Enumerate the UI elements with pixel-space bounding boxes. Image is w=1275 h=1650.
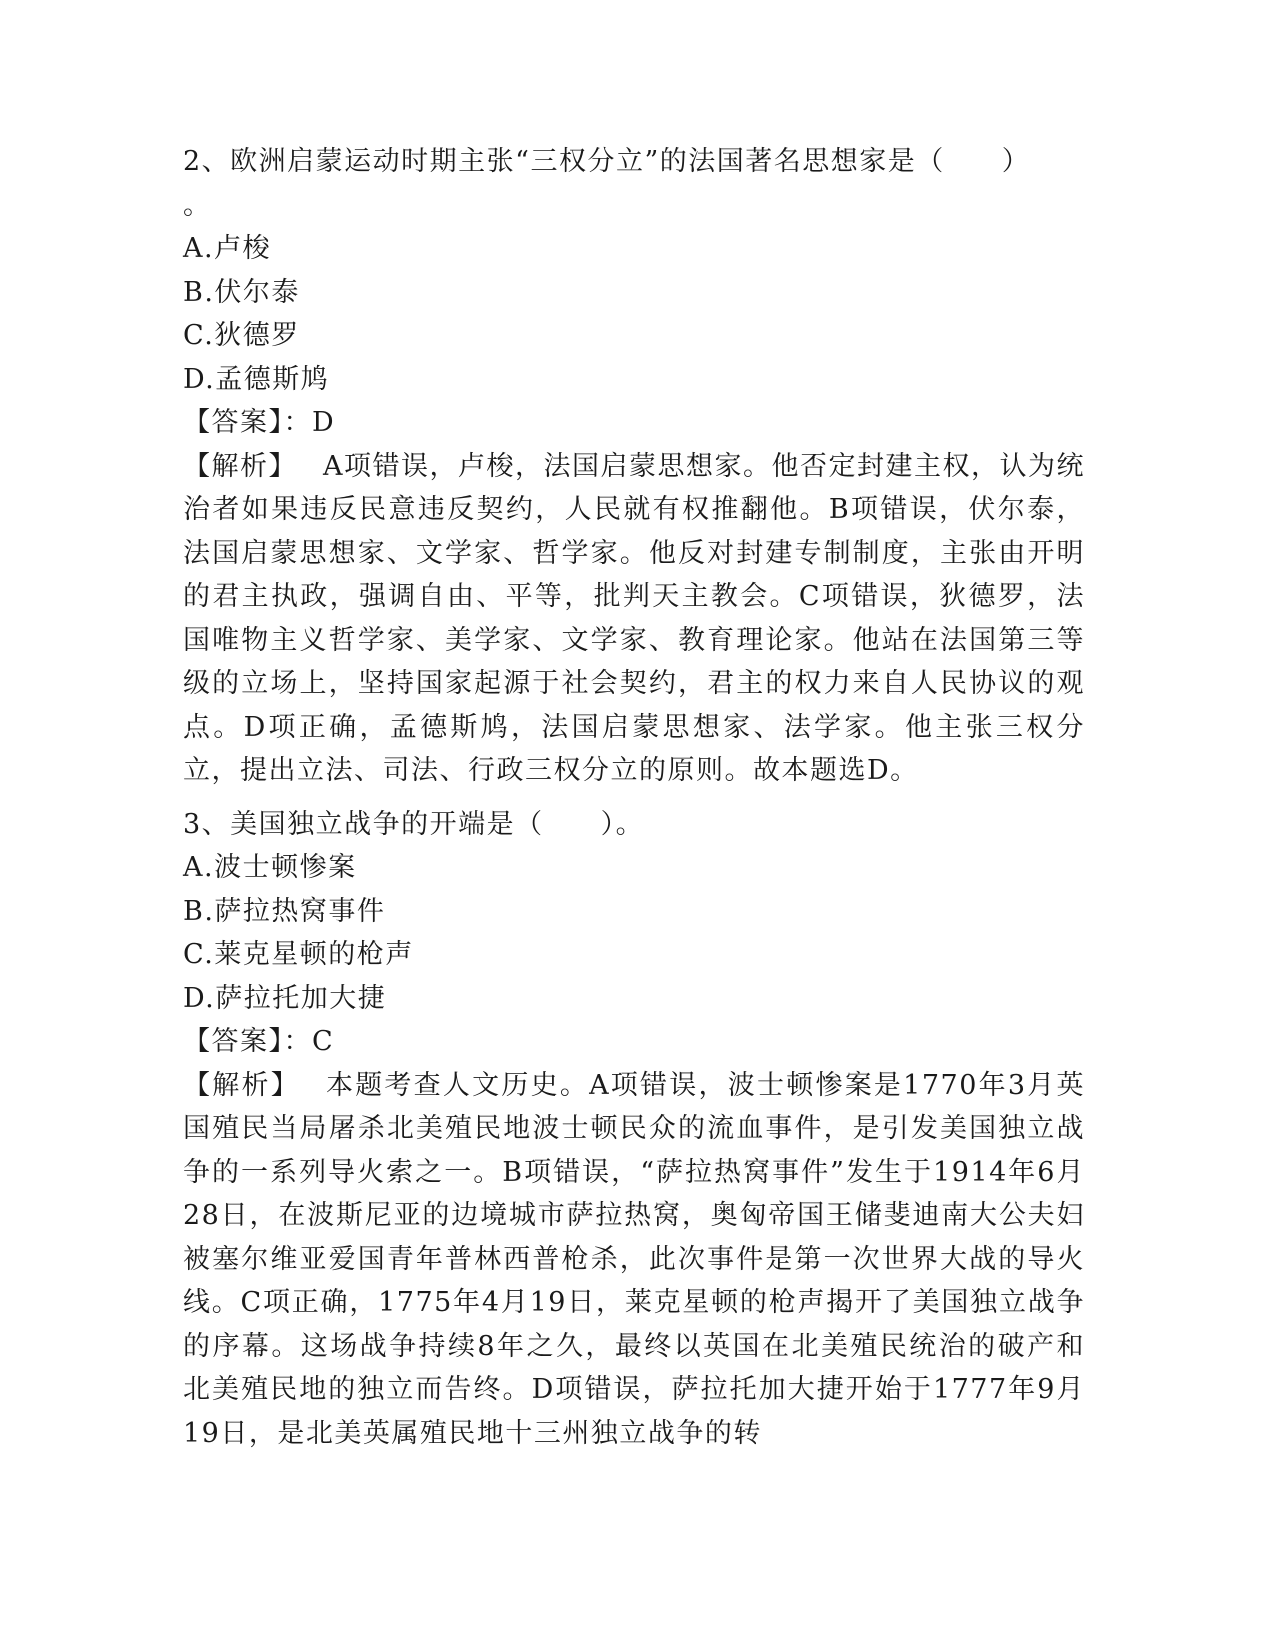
- answer: 【答案】：C: [183, 1026, 335, 1057]
- option-d: D.萨拉托加大捷: [183, 982, 387, 1014]
- option-c: C.莱克星顿的枪声: [183, 939, 414, 970]
- analysis-text: 本题考查人文历史。A项错误，波士顿惨案是1770年3月英国殖民当局屠杀北美殖民地波士顿民众的流血事件，是引发美国独立战争的一系列导火索之一。B项错误，“萨拉热窝事件”发生于1914年6月28日，在波斯尼亚的边境城市萨拉热窝，奥匈帝国王储斐迪南大公夫妇被塞尔维亚爱国青年普林西普枪杀，此次事件是第一次世界大战的导火线。C项正确，1775年4月19日，莱克星顿的枪声揭开了美国独立战争的序幕。这场战争持续8年之久，最终以英国在北美殖民统治的破产和北美殖民地的独立而告终。D项错误，萨拉托加大捷开始于1777年9月19日，是北美英属殖民地十三州独立战争的转: [183, 1069, 1086, 1449]
- answer: 【答案】：D: [183, 407, 336, 438]
- option-c: C.狄德罗: [183, 320, 300, 351]
- analysis-text: A项错误，卢梭，法国启蒙思想家。他否定封建主权，认为统治者如果违反民意违反契约，人民就有权推翻他。B项错误，伏尔泰，法国启蒙思想家、文学家、哲学家。他反对封建专制制度，主张由开明的君主执政，强调自由、平等，批判天主教会。C项错误，狄德罗，法国唯物主义哲学家、美学家、文学家、教育理论家。他站在法国第三等级的立场上，坚持国家起源于社会契约，君主的权力来自人民协议的观点。D项正确，孟德斯鸠，法国启蒙思想家、法学家。他主张三权分立，提出立法、司法、行政三权分立的原则。故本题选D。: [183, 450, 1085, 786]
- document-page: [183, 140, 1085, 1455]
- question-stem-continuation: 。: [183, 189, 212, 221]
- option-a: A.波士顿惨案: [183, 852, 357, 883]
- analysis-label: 【解析】: [183, 450, 297, 482]
- question-stem: 2、欧洲启蒙运动时期主张“三权分立”的法国著名思想家是（ ）: [183, 146, 1031, 177]
- option-b: B.伏尔泰: [183, 276, 300, 308]
- question-2: [183, 140, 1085, 793]
- analysis: [183, 1064, 1085, 1456]
- option-a: A.卢梭: [183, 233, 272, 264]
- option-b: B.萨拉热窝事件: [183, 895, 386, 927]
- analysis-label: 【解析】: [183, 1069, 300, 1101]
- analysis: [183, 445, 1085, 793]
- option-d: D.孟德斯鸠: [183, 363, 330, 395]
- question-stem: 3、美国独立战争的开端是（ ）。: [183, 808, 645, 840]
- question-3: [183, 803, 1085, 1456]
